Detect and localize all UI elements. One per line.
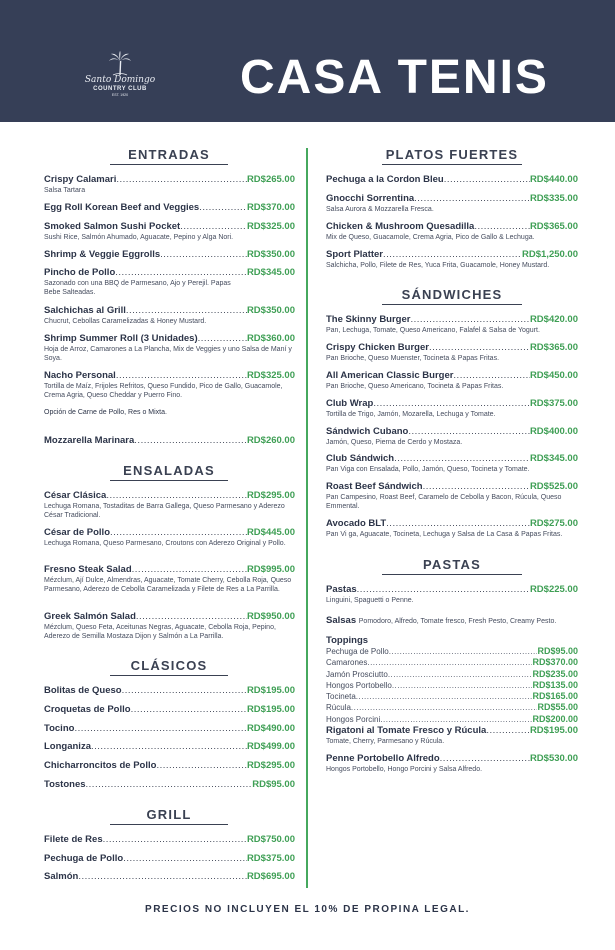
item-name: Egg Roll Korean Beef and Veggies xyxy=(44,202,200,213)
item-price: RD$335.00 xyxy=(529,193,578,204)
item-price: RD$950.00 xyxy=(246,611,295,622)
topping-name: Jamón Prosciutto xyxy=(326,669,388,679)
section-title-clasicos: CLÁSICOS xyxy=(130,658,208,673)
item-price: RD$995.00 xyxy=(246,564,295,575)
item-name: Shrimp Summer Roll (3 Unidades) xyxy=(44,333,198,344)
item-price: RD$400.00 xyxy=(529,426,578,437)
item-price: RD$195.00 xyxy=(246,685,295,696)
menu-item xyxy=(326,518,578,539)
item-name: Tocino xyxy=(44,723,75,734)
item-description: Linguini, Spaguetti o Penne. xyxy=(326,597,414,604)
menu-item xyxy=(44,221,295,242)
menu-item xyxy=(44,527,295,548)
item-price: RD$750.00 xyxy=(246,834,295,845)
item-price: RD$1,250.00 xyxy=(522,249,578,260)
topping-row xyxy=(326,691,578,702)
item-name: Avocado BLT xyxy=(326,518,387,529)
item-description: Tortilla de Maíz, Frijoles Refritos, Queso Fundido, Pico de Gallo, Guacamole, Crema Agria, Queso Cheddar y Puerro Fino. xyxy=(44,383,283,400)
item-price: RD$360.00 xyxy=(246,333,295,344)
item-name: César Clásica xyxy=(44,490,107,501)
section-rule xyxy=(110,675,228,676)
item-name: Club Sándwich xyxy=(326,453,395,464)
menu-item xyxy=(326,453,578,474)
menu-item xyxy=(44,760,295,771)
item-name: Rigatoni al Tomate Fresco y Rúcula xyxy=(326,725,487,736)
item-name: Pastas xyxy=(326,584,357,595)
item-description: Sazonado con una BBQ de Parmesano, Ajo y Perejil. Papas Bebe Salteadas. xyxy=(44,280,231,297)
menu-item xyxy=(326,426,578,447)
palm-tree-icon xyxy=(107,50,133,76)
item-name: Mozzarella Marinara xyxy=(44,435,135,446)
item-price: RD$695.00 xyxy=(246,871,295,882)
item-price: RD$325.00 xyxy=(246,370,295,381)
item-price: RD$490.00 xyxy=(246,723,295,734)
item-price: RD$295.00 xyxy=(246,760,295,771)
item-price: RD$440.00 xyxy=(529,174,578,185)
section-title-entradas: ENTRADAS xyxy=(128,147,210,162)
item-description: Salsa Tartara xyxy=(44,187,86,194)
club-logo xyxy=(70,50,170,97)
menu-item xyxy=(326,174,578,185)
menu-item xyxy=(44,370,295,400)
item-price: RD$499.00 xyxy=(246,741,295,752)
section-rule xyxy=(110,824,228,825)
item-description: Tortilla de Trigo, Jamón, Mozarella, Lechuga y Tomate. xyxy=(326,411,496,418)
item-name: Pechuga a la Cordon Bleu xyxy=(326,174,444,185)
menu-item xyxy=(326,398,578,419)
menu-item xyxy=(326,725,578,746)
item-price: RD$370.00 xyxy=(246,202,295,213)
item-price: RD$345.00 xyxy=(529,453,578,464)
item-price: RD$275.00 xyxy=(529,518,578,529)
item-price: RD$325.00 xyxy=(246,221,295,232)
topping-row xyxy=(326,657,578,668)
item-name: Shrimp & Veggie Eggrolls xyxy=(44,249,161,260)
item-name: Bolitas de Queso xyxy=(44,685,122,696)
item-description: Pan Brioche, Queso Muenster, Tocineta & Papas Fritas. xyxy=(326,355,500,362)
item-description: Pan Campesino, Roast Beef, Caramelo de Cebolla y Bacon, Rúcula, Queso Emmental. xyxy=(326,494,562,511)
item-name: Filete de Res xyxy=(44,834,103,845)
item-description: Salchicha, Pollo, Filete de Res, Yuca Frita, Guacamole, Honey Mustard. xyxy=(326,262,550,269)
menu-item xyxy=(44,834,295,845)
item-price: RD$375.00 xyxy=(529,398,578,409)
toppings-label: Toppings xyxy=(326,635,369,646)
item-description: Lechuga Romana, Tostaditas de Barra Gallega, Queso Parmesano y Aderezo César Tradicional. xyxy=(44,503,285,520)
item-price: RD$195.00 xyxy=(529,725,578,736)
topping-price: RD$135.00 xyxy=(532,679,578,690)
item-name: All American Classic Burger xyxy=(326,370,454,381)
logo-script-text: Santo Domingo xyxy=(84,75,156,85)
item-name: Tostones xyxy=(44,779,86,790)
section-title-ensaladas: ENSALADAS xyxy=(123,463,215,478)
item-price: RD$225.00 xyxy=(529,584,578,595)
section-rule xyxy=(382,574,522,575)
section-rule xyxy=(382,304,522,305)
salsas-line xyxy=(326,615,578,626)
topping-name: Pechuga de Pollo xyxy=(326,647,389,656)
logo-club-text: COUNTRY CLUB xyxy=(93,86,147,92)
item-name: Salmón xyxy=(44,871,79,882)
menu-item xyxy=(44,202,295,213)
item-name: Smoked Salmon Sushi Pocket xyxy=(44,221,181,232)
item-price: RD$295.00 xyxy=(246,490,295,501)
salsas-label: Salsas xyxy=(326,615,357,626)
menu-item xyxy=(326,193,578,214)
header-banner xyxy=(0,0,615,122)
page-title: CASA TENIS xyxy=(240,51,549,104)
item-description: Pan Viga con Ensalada, Pollo, Jamón, Queso, Tocineta y Tomate. xyxy=(326,466,530,473)
topping-name: Rúcula xyxy=(326,703,351,713)
item-description: Mézclum, Ají Dulce, Almendras, Aguacate, Tomate Cherry, Cebolla Roja, Queso Parmesano, Aderezo de Cebolla Caramelizada y Filete de Res a La Parrilla. xyxy=(44,577,292,594)
item-price: RD$350.00 xyxy=(246,305,295,316)
topping-name: Tocineta xyxy=(326,692,356,701)
salsas-options: Pomodoro, Alfredo, Tomate fresco, Fresh Pesto, Creamy Pesto. xyxy=(358,618,557,625)
section-rule xyxy=(110,480,228,481)
item-description: Mézclum, Queso Feta, Aceitunas Negras, Aguacate, Cebolla Roja, Pepino, Aderezo de Semilla Mostaza Dijon y Salmón a La Parrilla. xyxy=(44,624,276,641)
item-name: Crispy Calamari xyxy=(44,174,117,185)
item-name: César de Pollo xyxy=(44,527,110,538)
menu-item xyxy=(44,871,295,882)
item-price: RD$525.00 xyxy=(529,481,578,492)
menu-item xyxy=(44,704,295,715)
menu-item xyxy=(326,221,578,242)
item-description: Pan, Lechuga, Tomate, Queso Americano, Falafel & Salsa de Yogurt. xyxy=(326,327,540,334)
item-name: Sport Platter xyxy=(326,249,384,260)
topping-price: RD$95.00 xyxy=(537,646,578,656)
item-name: Sándwich Cubano xyxy=(326,426,409,437)
item-price: RD$445.00 xyxy=(246,527,295,538)
item-price: RD$265.00 xyxy=(246,174,295,185)
menu-item xyxy=(44,685,295,696)
item-name: Pechuga de Pollo xyxy=(44,853,124,864)
item-name: Penne Portobello Alfredo xyxy=(326,753,440,764)
item-name: Salchichas al Grill xyxy=(44,305,126,316)
menu-item xyxy=(44,723,295,734)
menu-item xyxy=(44,490,295,520)
item-price: RD$450.00 xyxy=(529,370,578,381)
section-rule xyxy=(110,164,228,165)
section-rule xyxy=(382,164,522,165)
item-name: Greek Salmón Salad xyxy=(44,611,136,622)
topping-price: RD$55.00 xyxy=(537,702,578,713)
item-description: Salsa Aurora & Mozzarella Fresca. xyxy=(326,206,434,213)
item-description: Jamón, Queso, Pierna de Cerdo y Mostaza. xyxy=(326,439,463,446)
item-price: RD$420.00 xyxy=(529,314,578,325)
item-price: RD$350.00 xyxy=(246,249,295,260)
item-name: Longaniza xyxy=(44,741,91,752)
item-name: The Skinny Burger xyxy=(326,314,411,325)
item-description: Hoja de Arroz, Camarones a La Plancha, Mix de Veggies y uno Salsa de Maní y Soya. xyxy=(44,346,292,363)
menu-item xyxy=(44,267,295,297)
topping-name: Hongos Porcini xyxy=(326,714,381,724)
menu-item xyxy=(44,741,295,752)
topping-row xyxy=(326,646,578,657)
item-name: Croquetas de Pollo xyxy=(44,704,131,715)
topping-name: Hongos Portobello xyxy=(326,680,392,690)
menu-item xyxy=(44,305,295,326)
item-name: Nacho Personal xyxy=(44,370,116,381)
logo-est-text: EST. 1920 xyxy=(111,93,129,97)
topping-price: RD$235.00 xyxy=(532,668,578,679)
topping-row xyxy=(326,714,578,725)
item-name: Chicken & Mushroom Quesadilla xyxy=(326,221,475,232)
item-name: Gnocchi Sorrentina xyxy=(326,193,415,204)
topping-row xyxy=(326,680,578,691)
menu-item xyxy=(326,249,578,270)
item-note: Opción de Carne de Pollo, Res o Mixta. xyxy=(44,409,167,416)
item-description: Sushi Rice, Salmón Ahumado, Aguacate, Pepino y Alga Nori. xyxy=(44,234,234,241)
item-name: Chicharroncitos de Pollo xyxy=(44,760,157,771)
menu-item xyxy=(44,611,295,641)
item-description: Mix de Queso, Guacamole, Crema Agria, Pico de Gallo & Lechuga. xyxy=(326,234,535,241)
item-price: RD$195.00 xyxy=(246,704,295,715)
menu-item xyxy=(44,564,295,594)
topping-price: RD$165.00 xyxy=(532,691,578,701)
topping-row xyxy=(326,702,578,713)
item-description: Chucrut, Cebollas Caramelizadas & Honey Mustard. xyxy=(44,318,207,325)
item-price: RD$260.00 xyxy=(246,435,295,446)
topping-price: RD$200.00 xyxy=(532,713,578,724)
menu-item xyxy=(44,249,295,260)
item-description: Tomate, Cherry, Parmesano y Rúcula. xyxy=(326,738,445,745)
section-title-platos-fuertes: PLATOS FUERTES xyxy=(385,147,519,162)
item-description: Hongos Portobello, Hongo Porcini y Salsa Alfredo. xyxy=(326,766,483,773)
menu-item xyxy=(326,753,578,774)
section-title-pastas: PASTAS xyxy=(422,557,481,572)
item-description: Pan Brioche, Queso Americano, Tocineta & Papas Fritas. xyxy=(326,383,504,390)
item-price: RD$530.00 xyxy=(529,753,578,764)
item-name: Pincho de Pollo xyxy=(44,267,116,278)
item-price: RD$345.00 xyxy=(246,267,295,278)
item-name: Club Wrap xyxy=(326,398,374,409)
topping-price: RD$370.00 xyxy=(532,657,578,668)
menu-item xyxy=(44,333,295,363)
topping-row xyxy=(326,669,578,680)
item-price: RD$365.00 xyxy=(529,342,578,353)
menu-item xyxy=(326,584,578,605)
menu-item xyxy=(44,853,295,864)
section-title-grill: GRILL xyxy=(146,807,192,822)
topping-name: Camarones xyxy=(326,658,368,668)
item-description: Lechuga Romana, Queso Parmesano, Croutons con Aderezo Original y Pollo. xyxy=(44,540,286,547)
menu-item xyxy=(326,314,578,335)
item-price: RD$375.00 xyxy=(246,853,295,864)
menu-item xyxy=(44,174,295,195)
toppings-list xyxy=(326,646,578,725)
column-divider xyxy=(306,148,308,888)
item-price: RD$365.00 xyxy=(529,221,578,232)
menu-item xyxy=(326,342,578,363)
item-name: Crispy Chicken Burger xyxy=(326,342,429,353)
tip-disclaimer: PRECIOS NO INCLUYEN EL 10% DE PROPINA LEGAL. xyxy=(145,904,470,915)
section-title-sandwiches: SÁNDWICHES xyxy=(401,287,503,302)
menu-item xyxy=(326,481,578,511)
item-description: Pan Vi ga, Aguacate, Tocineta, Lechuga y Salsa de La Casa & Papas Fritas. xyxy=(326,531,563,538)
item-price: RD$95.00 xyxy=(252,779,295,790)
menu-item xyxy=(326,370,578,391)
menu-item xyxy=(44,435,295,446)
item-name: Fresno Steak Salad xyxy=(44,564,132,575)
menu-item xyxy=(44,779,295,790)
item-name: Roast Beef Sándwich xyxy=(326,481,423,492)
